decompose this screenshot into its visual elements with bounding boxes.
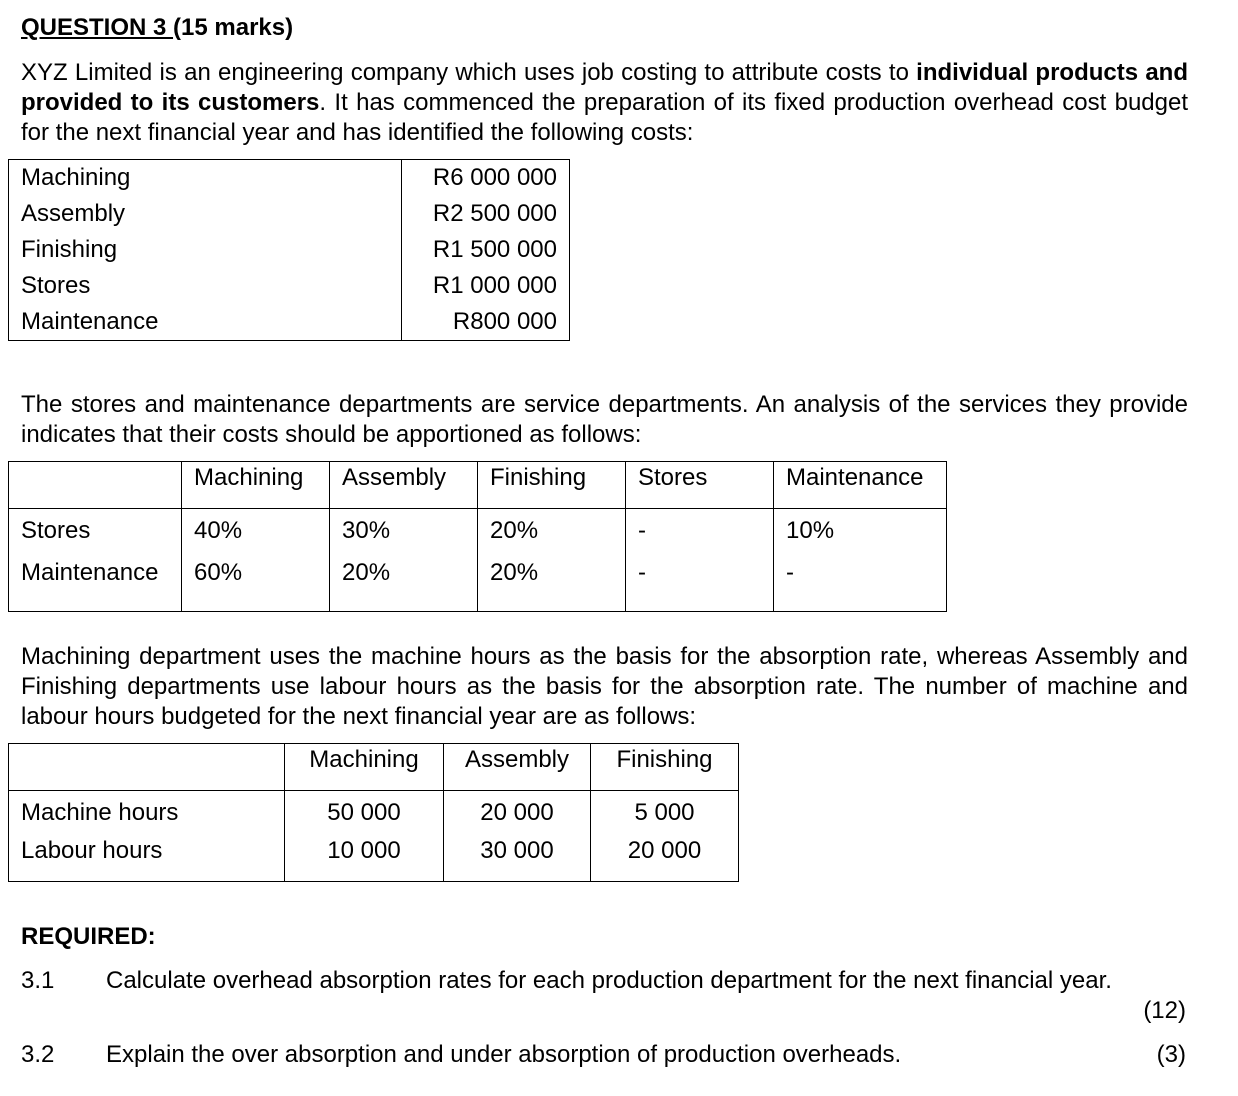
cost-name: Machining bbox=[9, 160, 402, 197]
table-row bbox=[9, 791, 739, 836]
table-cell: 30 000 bbox=[444, 835, 591, 882]
table-cell: 5 000 bbox=[591, 791, 739, 836]
hours-table bbox=[8, 743, 739, 882]
question-title: QUESTION 3 bbox=[21, 14, 174, 41]
cost-amount: R800 000 bbox=[402, 304, 570, 341]
header-cell: Finishing bbox=[478, 462, 626, 509]
row-label: Labour hours bbox=[9, 835, 285, 882]
table-cell: 20 000 bbox=[444, 791, 591, 836]
table-row bbox=[9, 509, 947, 554]
question-number: 3.1 bbox=[21, 967, 55, 994]
question-marks: (3) bbox=[1156, 1041, 1186, 1068]
cost-name: Stores bbox=[9, 268, 402, 304]
row-label: Maintenance bbox=[9, 553, 182, 612]
header-cell: Stores bbox=[626, 462, 774, 509]
table-row bbox=[9, 232, 570, 268]
row-label: Machine hours bbox=[9, 791, 285, 836]
apportion-table bbox=[8, 461, 947, 612]
hours-paragraph: Machining department uses the machine hours as the basis for the absorption rate, whereas Assembly and Finishing departments use labour hours as the basis for the absorption rate. The number of machine and labour hours budgeted for the next financial year are as follows: bbox=[21, 643, 1188, 730]
table-row bbox=[9, 196, 570, 232]
question-number: 3.2 bbox=[21, 1041, 55, 1068]
table-cell: 30% bbox=[330, 509, 478, 554]
service-paragraph: The stores and maintenance departments are service departments. An analysis of the services they provide indicates that their costs should be apportioned as follows: bbox=[21, 391, 1188, 448]
header-cell: Machining bbox=[182, 462, 330, 509]
header-cell bbox=[9, 744, 285, 791]
table-cell: 10 000 bbox=[285, 835, 444, 882]
table-cell: 20% bbox=[478, 553, 626, 612]
cost-name: Finishing bbox=[9, 232, 402, 268]
table-header-row bbox=[9, 462, 947, 509]
table-cell: 50 000 bbox=[285, 791, 444, 836]
header-cell bbox=[9, 462, 182, 509]
question-marks: (15 marks) bbox=[173, 14, 294, 41]
header-cell: Machining bbox=[285, 744, 444, 791]
intro-bold-text: individual products and provided to its customers bbox=[21, 59, 1188, 116]
intro-text-2: . It has commenced the preparation of its fixed production overhead cost budget for the next financial year and has identified the following costs: bbox=[21, 89, 1189, 146]
table-header-row bbox=[9, 744, 739, 791]
header-cell: Finishing bbox=[591, 744, 739, 791]
cost-table bbox=[8, 159, 570, 341]
table-cell: - bbox=[626, 553, 774, 612]
cost-amount: R1 000 000 bbox=[402, 268, 570, 304]
question-marks: (12) bbox=[1143, 997, 1186, 1024]
cost-name: Assembly bbox=[9, 196, 402, 232]
cost-name: Maintenance bbox=[9, 304, 402, 341]
cost-amount: R2 500 000 bbox=[402, 196, 570, 232]
table-cell: 20 000 bbox=[591, 835, 739, 882]
intro-paragraph bbox=[21, 58, 1188, 148]
intro-text-1: XYZ Limited is an engineering company which uses job costing to attribute costs to bbox=[21, 59, 917, 86]
table-row bbox=[9, 553, 947, 612]
table-cell: 40% bbox=[182, 509, 330, 554]
table-row bbox=[9, 304, 570, 341]
table-cell: - bbox=[774, 553, 947, 612]
table-cell: 60% bbox=[182, 553, 330, 612]
question-text: Explain the over absorption and under absorption of production overheads. bbox=[106, 1041, 902, 1068]
table-cell: 20% bbox=[478, 509, 626, 554]
table-cell: 20% bbox=[330, 553, 478, 612]
header-cell: Maintenance bbox=[774, 462, 947, 509]
header-cell: Assembly bbox=[444, 744, 591, 791]
cost-amount: R6 000 000 bbox=[402, 160, 570, 197]
cost-amount: R1 500 000 bbox=[402, 232, 570, 268]
table-cell: - bbox=[626, 509, 774, 554]
table-row bbox=[9, 160, 570, 197]
table-cell: 10% bbox=[774, 509, 947, 554]
required-label: REQUIRED: bbox=[21, 923, 156, 950]
header-cell: Assembly bbox=[330, 462, 478, 509]
question-text: Calculate overhead absorption rates for each production department for the next financial year. bbox=[106, 967, 1112, 994]
table-row bbox=[9, 268, 570, 304]
question-heading bbox=[21, 14, 293, 42]
table-row bbox=[9, 835, 739, 882]
row-label: Stores bbox=[9, 509, 182, 554]
